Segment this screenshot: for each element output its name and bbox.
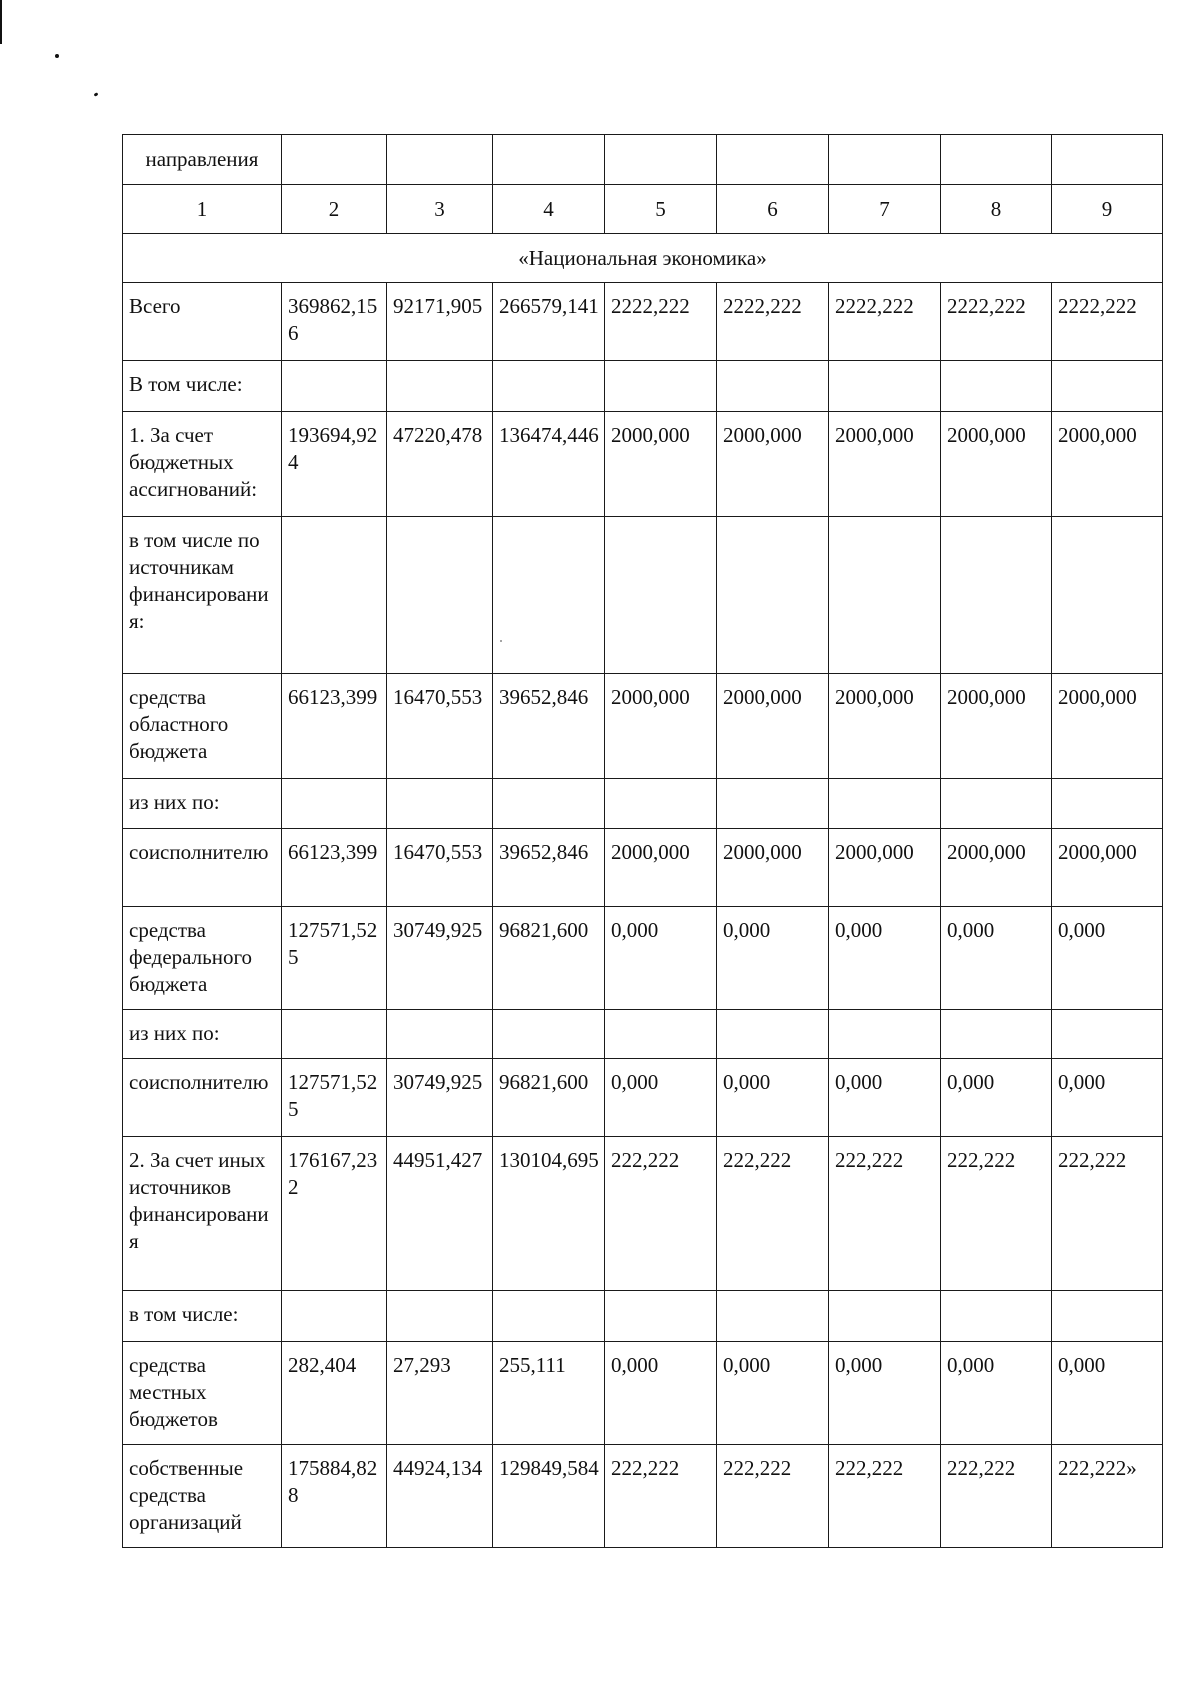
value-cell: 2000,000 <box>1052 674 1163 779</box>
row-label: из них по: <box>123 1010 282 1059</box>
table-row <box>123 517 1163 674</box>
value-cell: 66123,399 <box>282 829 387 907</box>
value-cell <box>493 517 605 674</box>
value-cell <box>493 779 605 829</box>
value-cell <box>717 361 829 412</box>
value-cell <box>1052 1010 1163 1059</box>
table-row <box>123 1059 1163 1137</box>
header-cell <box>717 135 829 185</box>
section-title: «Национальная экономика» <box>123 234 1163 283</box>
value-cell <box>282 779 387 829</box>
value-cell: 0,000 <box>941 907 1052 1010</box>
value-cell <box>493 361 605 412</box>
value-cell <box>282 1291 387 1342</box>
value-cell: 2000,000 <box>717 674 829 779</box>
table-row <box>123 779 1163 829</box>
column-number-cell: 8 <box>941 185 1052 234</box>
value-cell <box>829 517 941 674</box>
value-cell: 96821,600 <box>493 907 605 1010</box>
value-cell: 0,000 <box>1052 907 1163 1010</box>
value-cell: 129849,584 <box>493 1445 605 1548</box>
row-label: соисполнителю <box>123 1059 282 1137</box>
value-cell: 27,293 <box>387 1342 493 1445</box>
value-cell: 222,222 <box>829 1137 941 1291</box>
value-cell: 30749,925 <box>387 907 493 1010</box>
value-cell: 222,222» <box>1052 1445 1163 1548</box>
value-cell <box>605 1291 717 1342</box>
value-cell <box>717 1291 829 1342</box>
row-label: В том числе: <box>123 361 282 412</box>
value-cell <box>1052 779 1163 829</box>
value-cell <box>605 361 717 412</box>
value-cell: 0,000 <box>829 907 941 1010</box>
value-cell: 0,000 <box>605 1059 717 1137</box>
value-cell: 0,000 <box>605 907 717 1010</box>
value-cell <box>282 517 387 674</box>
value-cell <box>829 1291 941 1342</box>
row-label: средства областного бюджета <box>123 674 282 779</box>
value-cell: 30749,925 <box>387 1059 493 1137</box>
value-cell: 0,000 <box>941 1059 1052 1137</box>
value-cell: 2000,000 <box>1052 829 1163 907</box>
row-label: собственные средства организаций <box>123 1445 282 1548</box>
value-cell: 92171,905 <box>387 283 493 361</box>
header-cell <box>941 135 1052 185</box>
value-cell: 2000,000 <box>717 829 829 907</box>
value-cell: 0,000 <box>941 1342 1052 1445</box>
value-cell: 222,222 <box>941 1445 1052 1548</box>
value-cell: 222,222 <box>1052 1137 1163 1291</box>
header-label-cell: направления <box>123 135 282 185</box>
value-cell: 222,222 <box>717 1445 829 1548</box>
value-cell <box>493 1010 605 1059</box>
table-row <box>123 907 1163 1010</box>
value-cell <box>829 361 941 412</box>
table-row <box>123 412 1163 517</box>
row-label: средства местных бюджетов <box>123 1342 282 1445</box>
value-cell: 0,000 <box>717 1342 829 1445</box>
value-cell: 0,000 <box>1052 1342 1163 1445</box>
table-row <box>123 829 1163 907</box>
value-cell: 66123,399 <box>282 674 387 779</box>
scan-speck <box>94 92 99 97</box>
row-label: из них по: <box>123 779 282 829</box>
value-cell: 2000,000 <box>941 674 1052 779</box>
row-label: 2. За счет иных источников финансирования <box>123 1137 282 1291</box>
value-cell <box>387 1010 493 1059</box>
value-cell: 2222,222 <box>1052 283 1163 361</box>
header-cell <box>1052 135 1163 185</box>
value-cell: 2000,000 <box>605 674 717 779</box>
table-row <box>123 1137 1163 1291</box>
value-cell: 176167,232 <box>282 1137 387 1291</box>
value-cell: 0,000 <box>717 1059 829 1137</box>
table-row <box>123 1010 1163 1059</box>
value-cell: 255,111 <box>493 1342 605 1445</box>
value-cell: 16470,553 <box>387 674 493 779</box>
header-cell <box>387 135 493 185</box>
value-cell: 2222,222 <box>829 283 941 361</box>
value-cell: 2222,222 <box>605 283 717 361</box>
value-cell: 222,222 <box>605 1445 717 1548</box>
value-cell: 193694,924 <box>282 412 387 517</box>
value-cell: 16470,553 <box>387 829 493 907</box>
row-label: средства федерального бюджета <box>123 907 282 1010</box>
value-cell: 0,000 <box>717 907 829 1010</box>
value-cell <box>605 517 717 674</box>
budget-table <box>122 134 1163 1548</box>
column-number-cell: 4 <box>493 185 605 234</box>
value-cell: 222,222 <box>717 1137 829 1291</box>
row-label: 1. За счет бюджетных ассигнований: <box>123 412 282 517</box>
header-cell <box>829 135 941 185</box>
value-cell: 96821,600 <box>493 1059 605 1137</box>
value-cell <box>1052 1291 1163 1342</box>
value-cell <box>605 779 717 829</box>
value-cell <box>717 779 829 829</box>
table-row <box>123 674 1163 779</box>
value-cell: 136474,446 <box>493 412 605 517</box>
value-cell <box>941 1010 1052 1059</box>
value-cell: 2000,000 <box>1052 412 1163 517</box>
value-cell: 0,000 <box>829 1059 941 1137</box>
value-cell <box>829 779 941 829</box>
column-number-row <box>123 185 1163 234</box>
column-number-cell: 6 <box>717 185 829 234</box>
value-cell <box>941 517 1052 674</box>
table-row <box>123 1445 1163 1548</box>
value-cell: 175884,828 <box>282 1445 387 1548</box>
row-label: в том числе: <box>123 1291 282 1342</box>
value-cell: 2000,000 <box>605 829 717 907</box>
value-cell: 0,000 <box>1052 1059 1163 1137</box>
value-cell: 127571,525 <box>282 907 387 1010</box>
value-cell <box>829 1010 941 1059</box>
value-cell: 127571,525 <box>282 1059 387 1137</box>
column-number-cell: 9 <box>1052 185 1163 234</box>
value-cell: 369862,156 <box>282 283 387 361</box>
column-number-cell: 1 <box>123 185 282 234</box>
table-row <box>123 1291 1163 1342</box>
value-cell: 0,000 <box>605 1342 717 1445</box>
value-cell: 39652,846 <box>493 829 605 907</box>
row-label: в том числе по источникам финансирования: <box>123 517 282 674</box>
value-cell <box>387 1291 493 1342</box>
value-cell: 0,000 <box>829 1342 941 1445</box>
column-number-cell: 5 <box>605 185 717 234</box>
value-cell: 2000,000 <box>717 412 829 517</box>
column-number-cell: 7 <box>829 185 941 234</box>
value-cell: 2000,000 <box>941 412 1052 517</box>
value-cell <box>1052 517 1163 674</box>
header-row <box>123 135 1163 185</box>
row-label: Всего <box>123 283 282 361</box>
value-cell: 39652,846 <box>493 674 605 779</box>
value-cell: 2000,000 <box>941 829 1052 907</box>
value-cell: 2000,000 <box>829 829 941 907</box>
table-row <box>123 1342 1163 1445</box>
value-cell: 2000,000 <box>605 412 717 517</box>
value-cell <box>1052 361 1163 412</box>
header-cell <box>493 135 605 185</box>
value-cell: 2222,222 <box>941 283 1052 361</box>
header-cell <box>605 135 717 185</box>
value-cell <box>282 361 387 412</box>
value-cell <box>387 779 493 829</box>
value-cell <box>605 1010 717 1059</box>
header-cell <box>282 135 387 185</box>
scan-edge-mark <box>0 0 2 44</box>
value-cell: 47220,478 <box>387 412 493 517</box>
table-row <box>123 361 1163 412</box>
row-label: соисполнителю <box>123 829 282 907</box>
value-cell: 2000,000 <box>829 674 941 779</box>
value-cell <box>387 361 493 412</box>
value-cell <box>282 1010 387 1059</box>
value-cell <box>717 1010 829 1059</box>
value-cell: 44951,427 <box>387 1137 493 1291</box>
value-cell: 222,222 <box>605 1137 717 1291</box>
table-row <box>123 283 1163 361</box>
value-cell <box>941 779 1052 829</box>
value-cell <box>387 517 493 674</box>
value-cell: 222,222 <box>829 1445 941 1548</box>
value-cell <box>941 1291 1052 1342</box>
section-title-row <box>123 234 1163 283</box>
value-cell: 222,222 <box>941 1137 1052 1291</box>
scan-speck <box>55 54 59 58</box>
value-cell: 266579,141 <box>493 283 605 361</box>
value-cell: 44924,134 <box>387 1445 493 1548</box>
value-cell: 2222,222 <box>717 283 829 361</box>
value-cell: 130104,695 <box>493 1137 605 1291</box>
value-cell <box>941 361 1052 412</box>
value-cell: 282,404 <box>282 1342 387 1445</box>
column-number-cell: 3 <box>387 185 493 234</box>
value-cell <box>717 517 829 674</box>
column-number-cell: 2 <box>282 185 387 234</box>
value-cell: 2000,000 <box>829 412 941 517</box>
value-cell <box>493 1291 605 1342</box>
